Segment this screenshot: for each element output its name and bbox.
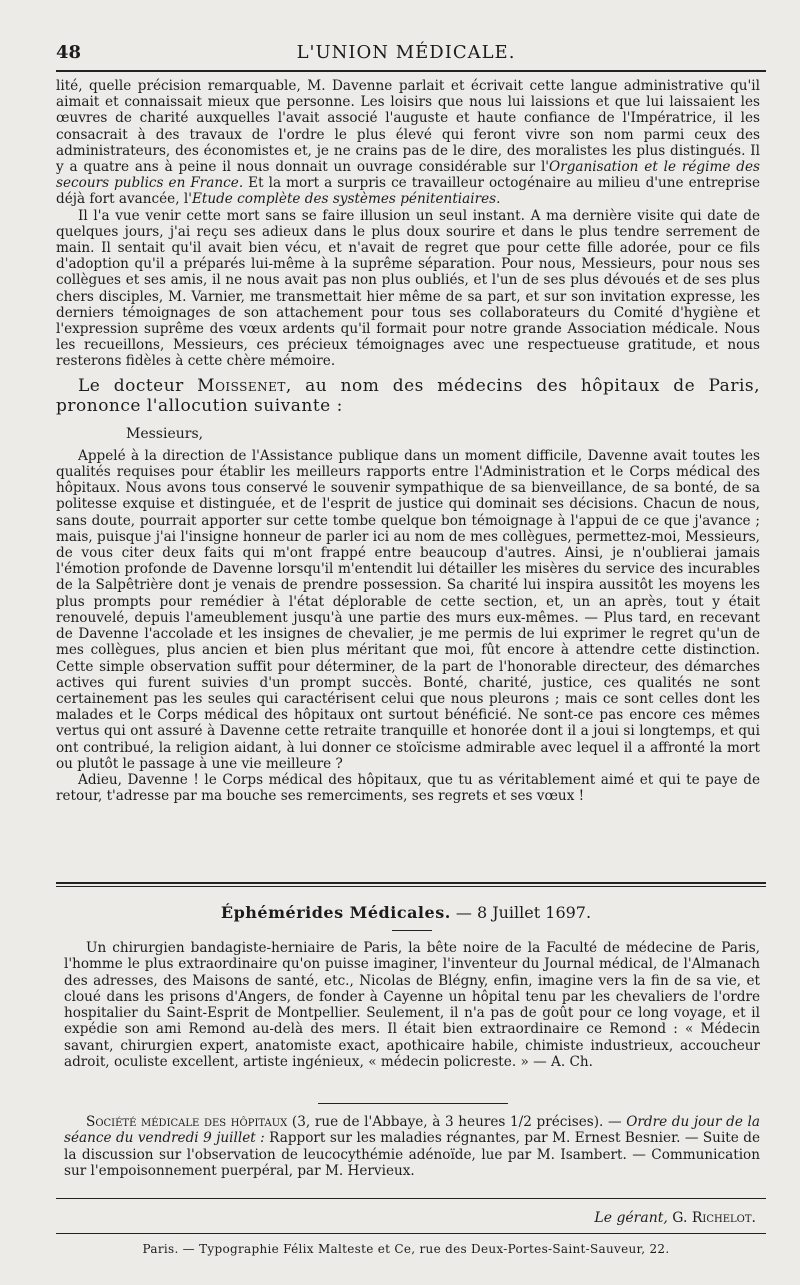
salutation: Messieurs, xyxy=(126,425,204,442)
signature-label: Le gérant, xyxy=(594,1210,668,1226)
signature xyxy=(594,1210,756,1226)
societe-name: Société médicale des hôpitaux xyxy=(86,1114,288,1130)
page-number: 48 xyxy=(56,42,82,63)
article-body xyxy=(56,78,760,804)
ephemerides-date: — 8 Juillet 1697. xyxy=(455,903,592,922)
speaker-name: Moissenet xyxy=(197,375,286,396)
ephemerides-heading xyxy=(56,903,756,922)
footer-rule xyxy=(56,1198,766,1199)
signature-name: G. Richelot. xyxy=(672,1210,756,1226)
order-of-day: Ordre du jour de la séance du vendredi 9 juillet : xyxy=(64,1114,760,1147)
mid-rule xyxy=(318,1103,508,1104)
paragraph-4: Adieu, Davenne ! le Corps médical des hôpitaux, que tu as véritablement aimé et qui te paye de retour, t'adresse par ma bouche ses remerciments, ses regrets et ses vœux ! xyxy=(56,771,760,805)
running-title: L'UNION MÉDICALE. xyxy=(296,42,516,63)
imprint-rule xyxy=(56,1233,766,1234)
ephemerides-title: Éphémérides Médicales. xyxy=(220,903,451,922)
paragraph-3: Appelé à la direction de l'Assistance publique dans un moment difficile, Davenne avait toutes les qualités requises pour établir les meilleurs rapports entre l'Administration et le Corps médical des hôpitaux. Nous avons tous conservé le souvenir sympathique de sa bienveillance, de sa bonté, de sa politesse exquise et distinguée, et de l'esprit de justice qui dominait ses décisions. Chacun de nous, sans doute, pourrait apporter sur cette tombe quelque bon témoignage à l'appui de ce que j'avance ; mais, puisque j'ai l'insigne honneur de parler ici au nom de mes collègues, permettez-moi, Messieurs, de vous citer deux faits qui m'ont frappé entre beaucoup d'autres. Ainsi, je n'oublierai jamais l'émotion profonde de Davenne lorsqu'il m'entendit lui détailler les misères du service des incurables de la Salpêtrière dont je venais de prendre possession. Sa charité lui inspira aussitôt les moyens les plus prompts pour remédier à l'état déplorable de cette section, et, un an après, tout y était renouvelé, depuis l'ameublement jusqu'à une partie des murs eux-mêmes. — Plus tard, en recevant de Davenne l'accolade et les insignes de chevalier, je me permis de lui exprimer le regret qu'un de mes collègues, plus ancien et bien plus méritant que moi, fût encore à attendre cette distinction. Cette simple observation suffit pour déterminer, de la part de l'honorable directeur, des démarches actives qui furent suivies d'un prompt succès. Bonté, charité, justice, ces qualités ne sont certainement pas les seules qui caractérisent celui que nous pleurons ; mais ce sont celles dont les malades et le Corps médical des hôpitaux ont surtout bénéficié. Ne sont-ce pas encore ces mêmes vertus qui ont assuré à Davenne cette retraite tranquille et honorée dont il a joui si longtemps, et qui ont contribué, la religion aidant, à lui donner ce stoïcisme admirable avec lequel il a affronté la mort ou plutôt le passage à une vie meilleure ? xyxy=(56,447,760,772)
section-rule-top-thin xyxy=(56,886,766,887)
speaker-intro: Le docteur Moissenet, au nom des médecins des hôpitaux de Paris, prononce l'allocution suivante : xyxy=(56,375,761,416)
paragraph-1: lité, quelle précision remarquable, M. Davenne parlait et écrivait cette langue administrative qu'il aimait et connaissait mieux que personne. Les loisirs que nous lui laissions et que lui laissaient les œuvres de charité auxquelles l'avait associé l'auguste et haute confiance de l'Impératrice, il les consacrait à des travaux de l'ordre le plus élevé qui feront vivre son nom parmi ceux des administrateurs, des économistes et, je ne crains pas de le dire, des moralistes les plus distingués. Il y a quatre ans à peine il nous donnait un ouvrage considérable sur l'Organisation et le régime des secours publics en France. Et la mort a surpris ce travailleur octogénaire au milieu d'une entreprise déjà fort avancée, l'Etude complète des systèmes pénitentiaires. xyxy=(56,78,760,208)
page-header xyxy=(56,38,756,68)
header-rule xyxy=(56,70,766,72)
ephemerides-body: Un chirurgien bandagiste-herniaire de Paris, la bête noire de la Faculté de médecine de Paris, l'homme le plus extraordinaire qu'on puisse imaginer, l'inventeur du Journal médical, de l'Almanach des adresses, des Maisons de santé, etc., Nicolas de Blégny, enfin, imagine vers la fin de sa vie, et cloué dans les prisons d'Angers, de fonder à Cayenne un hôpital tenu par les chevaliers de l'ordre hospitalier du Saint-Esprit de Montpellier. Seulement, il n'a pas de goût pour ce long voyage, et il expédie son ami Remond au-delà des mers. Il était bien extraordinaire ce Remond : « Médecin savant, chirurgien expert, anatomiste exact, apothicaire habile, chimiste industrieux, accoucheur adroit, oculiste excellent, artiste ingénieux, « médecin policreste. » — A. Ch. xyxy=(64,940,760,1071)
heading-underline xyxy=(392,930,432,931)
printer-imprint: Paris. — Typographie Félix Malteste et Ce, rue des Deux-Portes-Saint-Sauveur, 22. xyxy=(142,1242,670,1256)
section-rule-top xyxy=(56,882,766,884)
societe-notice: Société médicale des hôpitaux (3, rue de l'Abbaye, à 3 heures 1/2 précises). — Ordre du jour de la séance du vendredi 9 juillet : Rapport sur les maladies régnantes, par M. Ernest Besnier. — Suite de la discussion sur l'observation de leucocythémie adénoïde, lue par M. Isambert. — Communication sur l'empoisonnement puerpéral, par M. Hervieux. xyxy=(64,1114,760,1179)
paragraph-2: Il l'a vue venir cette mort sans se faire illusion un seul instant. A ma dernière visite qui date de quelques jours, j'ai reçu ses adieux dans le plus doux sourire et dans le plus tendre serrement de main. Il sentait qu'il avait bien vécu, et n'avait de regret que pour cette fille adorée, pour ce fils d'adoption qu'il a préparés lui-même à la suprême séparation. Pour nous, Messieurs, pour nous ses collègues et ses amis, il ne nous avait pas non plus oubliés, et l'un de ses plus dévoués et de ses plus chers disciples, M. Varnier, me transmettait hier même de sa part, et sur son invitation expresse, les derniers témoignages de son attachement pour tous ses collaborateurs du Comité d'hygiène et l'expression suprême des vœux ardents qu'il formait pour notre grande Association médicale. Nous les recueillons, Messieurs, ces précieux témoignages avec une respectueuse gratitude, et nous resterons fidèles à cette chère mémoire. xyxy=(56,207,760,370)
